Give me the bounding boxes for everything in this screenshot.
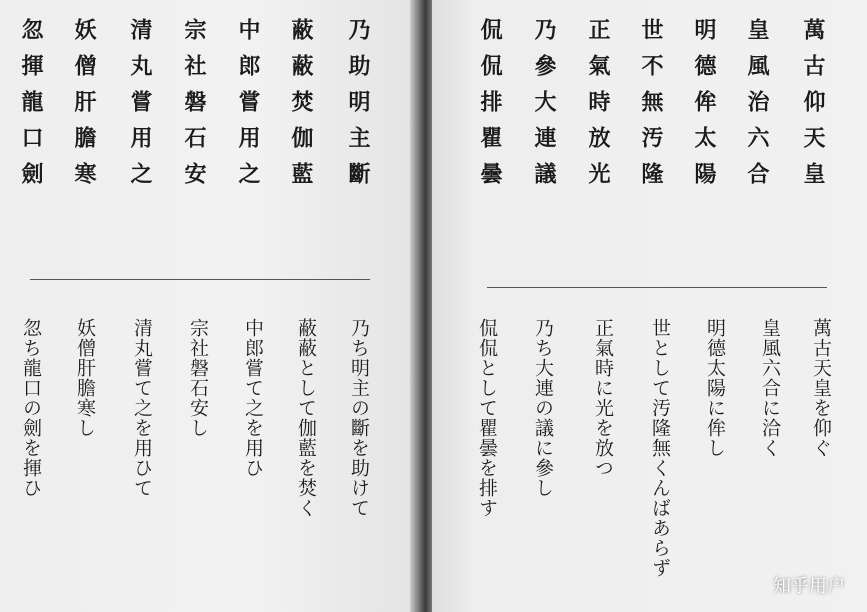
poem-column: 中郎嘗用之 xyxy=(235,18,261,198)
poem-column: 宗社磐石安 xyxy=(181,18,207,198)
reading-column: 乃ち大連の議に參し xyxy=(532,318,554,498)
reading-column: 清丸嘗て之を用ひて xyxy=(131,318,153,498)
reading-column: 乃ち明主の斷を助けて xyxy=(348,318,370,518)
poem-column: 忽揮龍口劍 xyxy=(18,18,44,198)
reading-column: 宗社磐石安し xyxy=(187,318,209,438)
poem-column: 乃助明主斷 xyxy=(345,18,371,198)
reading-column: 侃侃として瞿曇を排す xyxy=(476,318,498,518)
reading-column: 正氣時に光を放つ xyxy=(592,318,614,478)
poem-column: 萬古仰天皇 xyxy=(800,18,826,198)
reading-column: 皇風六合に洽く xyxy=(759,318,781,458)
poem-column: 清丸嘗用之 xyxy=(127,18,153,198)
poem-column: 侃侃排瞿曇 xyxy=(477,18,503,198)
reading-column: 世として汚隆無くんばあらず xyxy=(649,318,671,578)
poem-column: 皇風治六合 xyxy=(744,18,770,198)
poem-column: 明德侔太陽 xyxy=(691,18,717,198)
reading-column: 萬古天皇を仰ぐ xyxy=(810,318,832,458)
reading-column: 忽ち龍口の劍を揮ひ xyxy=(20,318,42,498)
reading-column: 妖僧肝膽寒し xyxy=(74,318,96,438)
reading-column: 明德太陽に侔し xyxy=(704,318,726,458)
poem-column: 乃參大連議 xyxy=(531,18,557,198)
reading-column: 蔽蔽として伽藍を焚く xyxy=(295,318,317,518)
reading-column: 中郎嘗て之を用ひ xyxy=(242,318,264,478)
divider-line xyxy=(487,287,827,288)
right-page xyxy=(432,0,867,612)
poem-column: 妖僧肝膽寒 xyxy=(71,18,97,198)
left-page xyxy=(0,0,418,612)
poem-column: 世不無汚隆 xyxy=(638,18,664,198)
divider-line xyxy=(30,279,370,280)
poem-column: 正氣時放光 xyxy=(585,18,611,198)
poem-column: 蔽蔽焚伽藍 xyxy=(288,18,314,198)
watermark-text: 知乎用户 xyxy=(773,576,845,597)
